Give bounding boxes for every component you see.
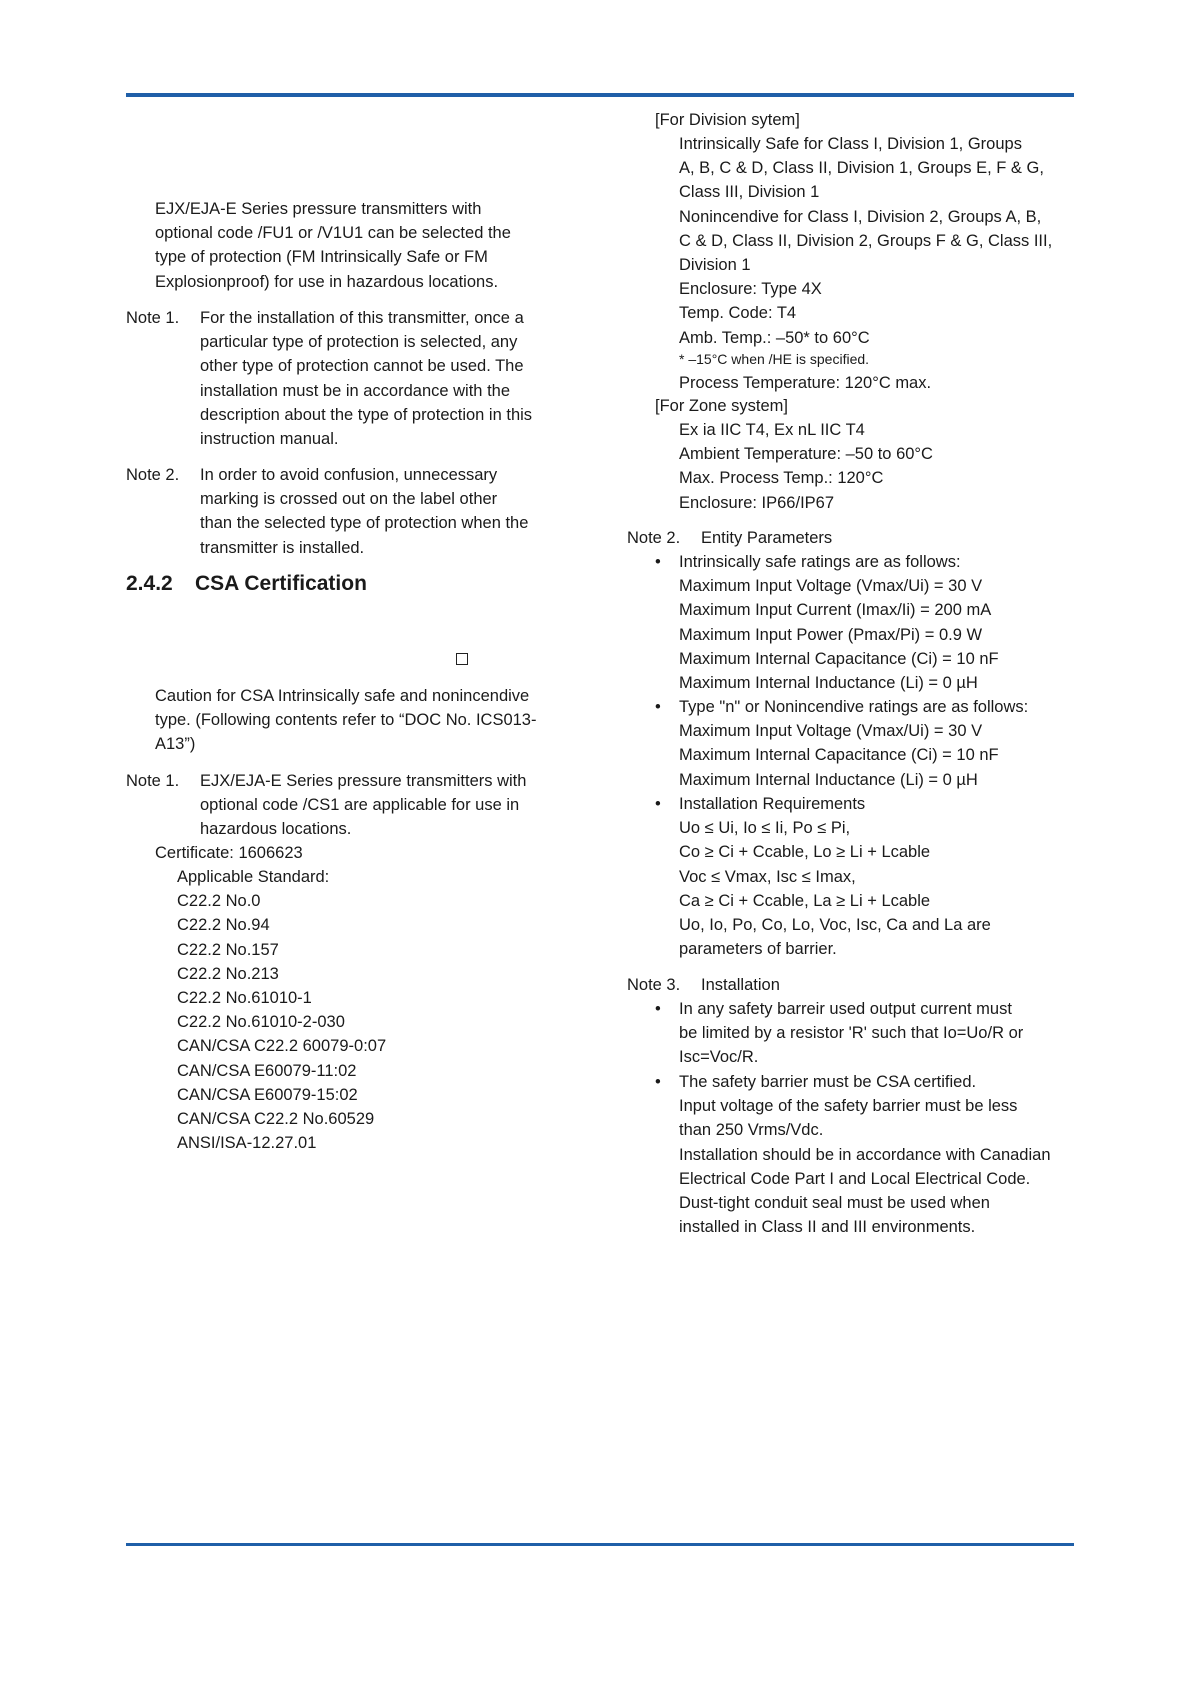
intro-paragraph [155, 197, 511, 294]
bullet-line: Co ≥ Ci + Ccable, Lo ≥ Li + Lcable [679, 843, 931, 862]
bullet-line: Ca ≥ Ci + Ccable, La ≥ Li + Lcable [679, 891, 931, 910]
note-label: Note 2. [627, 529, 681, 547]
bullet-body [679, 792, 991, 961]
bullet-line: Dust-tight conduit seal must be used when [679, 1194, 990, 1213]
note-body [200, 769, 526, 842]
note-line: marking is crossed out on the label other [200, 490, 498, 509]
section-heading [126, 571, 367, 597]
note-line: other type of protection cannot be used. The [200, 357, 524, 376]
bullet-icon: • [655, 795, 661, 813]
bullet-line: Maximum Internal Capacitance (Ci) = 10 nF [679, 649, 999, 668]
zone-line: Ex ia IIC T4, Ex nL IIC T4 [679, 421, 865, 439]
bullet-line: Installation Requirements [679, 795, 866, 813]
standard-item: CAN/CSA C22.2 60079-0:07 [177, 1037, 387, 1056]
note-body [200, 306, 532, 451]
caution-line: Caution for CSA Intrinsically safe and nonincendive [155, 687, 530, 705]
standard-item: CAN/CSA E60079-11:02 [177, 1061, 357, 1080]
bullet-body [679, 550, 999, 695]
bullet-line: Voc ≤ Vmax, Isc ≤ Imax, [679, 867, 856, 886]
bullet-line: The safety barrier must be CSA certified. [679, 1073, 977, 1091]
note-line: hazardous locations. [200, 820, 352, 839]
note-line: instruction manual. [200, 430, 339, 449]
note-line: description about the type of protection in this [200, 405, 533, 424]
certificate-number: Certificate: 1606623 [155, 844, 303, 862]
bullet-line: Maximum Input Voltage (Vmax/Ui) = 30 V [679, 577, 983, 596]
applicable-standard-label: Applicable Standard: [177, 868, 330, 886]
bullet-line: installed in Class II and III environments. [679, 1218, 976, 1237]
note-line: EJX/EJA-E Series pressure transmitters with [200, 772, 527, 790]
note-line: installation must be in accordance with the [200, 381, 511, 400]
division-line: C & D, Class II, Division 2, Groups F & G, Class III, [679, 231, 1053, 250]
zone-line: Max. Process Temp.: 120°C [679, 469, 884, 488]
standard-item: C22.2 No.94 [177, 916, 270, 935]
division-line: Amb. Temp.: –50* to 60°C [679, 328, 870, 347]
standard-item: ANSI/ISA-12.27.01 [177, 1134, 317, 1153]
bullet-body [679, 997, 1023, 1070]
intro-line: EJX/EJA-E Series pressure transmitters with [155, 200, 482, 218]
section-title: CSA Certification [195, 572, 367, 595]
division-footnote: * –15°C when /HE is specified. [679, 350, 870, 367]
bullet-line: Input voltage of the safety barrier must be less [679, 1097, 1018, 1116]
bullet-line: Type "n" or Nonincendive ratings are as follows: [679, 698, 1029, 716]
bullet-line: be limited by a resistor 'R' such that Io=Uo/R or [679, 1024, 1024, 1043]
bullet-line: Intrinsically safe ratings are as follows: [679, 553, 961, 571]
division-line: Nonincendive for Class I, Division 2, Groups A, B, [679, 207, 1042, 226]
standard-item: C22.2 No.157 [177, 940, 279, 959]
bullet-body [679, 1070, 1051, 1239]
intro-line: optional code /FU1 or /V1U1 can be selected the [155, 224, 511, 243]
bullet-icon: • [655, 553, 661, 571]
standard-item: CAN/CSA E60079-15:02 [177, 1085, 358, 1104]
bottom-rule [126, 1543, 1074, 1546]
note-label: Note 1. [126, 309, 180, 327]
checkbox-square-icon [456, 653, 468, 665]
bullet-line: Isc=Voc/R. [679, 1048, 759, 1067]
caution-line: A13”) [155, 735, 196, 754]
bullet-line: Maximum Internal Inductance (Li) = 0 µH [679, 674, 978, 693]
note-label: Note 1. [126, 772, 180, 790]
intro-line: type of protection (FM Intrinsically Safe or FM [155, 248, 488, 267]
note-line: optional code /CS1 are applicable for use in [200, 796, 520, 815]
bullet-line: Installation should be in accordance with Canadian [679, 1145, 1051, 1164]
division-line: Division 1 [679, 256, 751, 275]
division-header: [For Division sytem] [655, 111, 800, 129]
note-line: In order to avoid confusion, unnecessary [200, 466, 498, 484]
process-temperature: Process Temperature: 120°C max. [679, 373, 932, 392]
note-label: Note 3. [627, 976, 681, 994]
note-line: particular type of protection is selected, any [200, 333, 518, 352]
bullet-line: Uo, Io, Po, Co, Lo, Voc, Isc, Ca and La are [679, 916, 991, 935]
bullet-line: Electrical Code Part I and Local Electrical Code. [679, 1169, 1031, 1188]
note-body [200, 463, 528, 560]
note-title: Installation [701, 976, 780, 994]
bullet-line: parameters of barrier. [679, 940, 837, 959]
division-line: Temp. Code: T4 [679, 304, 797, 323]
intro-line: Explosionproof) for use in hazardous locations. [155, 272, 499, 291]
zone-header: [For Zone system] [655, 397, 788, 415]
standard-item: C22.2 No.213 [177, 964, 279, 983]
division-line: Intrinsically Safe for Class I, Division 1, Groups [679, 135, 1022, 153]
bullet-icon: • [655, 1000, 661, 1018]
bullet-icon: • [655, 698, 661, 716]
standard-item: C22.2 No.61010-2-030 [177, 1013, 345, 1032]
zone-details [679, 418, 933, 515]
zone-line: Ambient Temperature: –50 to 60°C [679, 445, 933, 464]
bullet-line: than 250 Vrms/Vdc. [679, 1121, 824, 1140]
section-number: 2.4.2 [126, 572, 173, 595]
note-title: Entity Parameters [701, 529, 833, 547]
top-rule [126, 93, 1074, 97]
zone-line: Enclosure: IP66/IP67 [679, 493, 835, 512]
bullet-line: Maximum Input Voltage (Vmax/Ui) = 30 V [679, 722, 983, 741]
standards-list [177, 865, 386, 1155]
bullet-body [679, 695, 1028, 792]
caution-paragraph [155, 684, 536, 757]
note-label: Note 2. [126, 466, 180, 484]
division-line: Class III, Division 1 [679, 183, 820, 202]
bullet-line: Maximum Internal Inductance (Li) = 0 µH [679, 770, 978, 789]
note-line: transmitter is installed. [200, 538, 365, 557]
bullet-line: Maximum Input Power (Pmax/Pi) = 0.9 W [679, 625, 983, 644]
standard-item: CAN/CSA C22.2 No.60529 [177, 1110, 375, 1129]
standard-item: C22.2 No.61010-1 [177, 989, 312, 1008]
division-details [679, 132, 1052, 395]
standard-item: C22.2 No.0 [177, 892, 261, 911]
bullet-icon: • [655, 1073, 661, 1091]
bullet-line: Maximum Internal Capacitance (Ci) = 10 nF [679, 746, 999, 765]
caution-line: type. (Following contents refer to “DOC No. ICS013- [155, 711, 537, 730]
bullet-line: Uo ≤ Ui, Io ≤ Ii, Po ≤ Pi, [679, 819, 851, 838]
division-line: A, B, C & D, Class II, Division 1, Groups E, F & G, [679, 159, 1044, 178]
division-line: Enclosure: Type 4X [679, 280, 822, 299]
bullet-line: In any safety barreir used output current must [679, 1000, 1012, 1018]
note-line: For the installation of this transmitter, once a [200, 309, 524, 327]
note-line: than the selected type of protection when the [200, 514, 529, 533]
bullet-line: Maximum Input Current (Imax/Ii) = 200 mA [679, 601, 992, 620]
